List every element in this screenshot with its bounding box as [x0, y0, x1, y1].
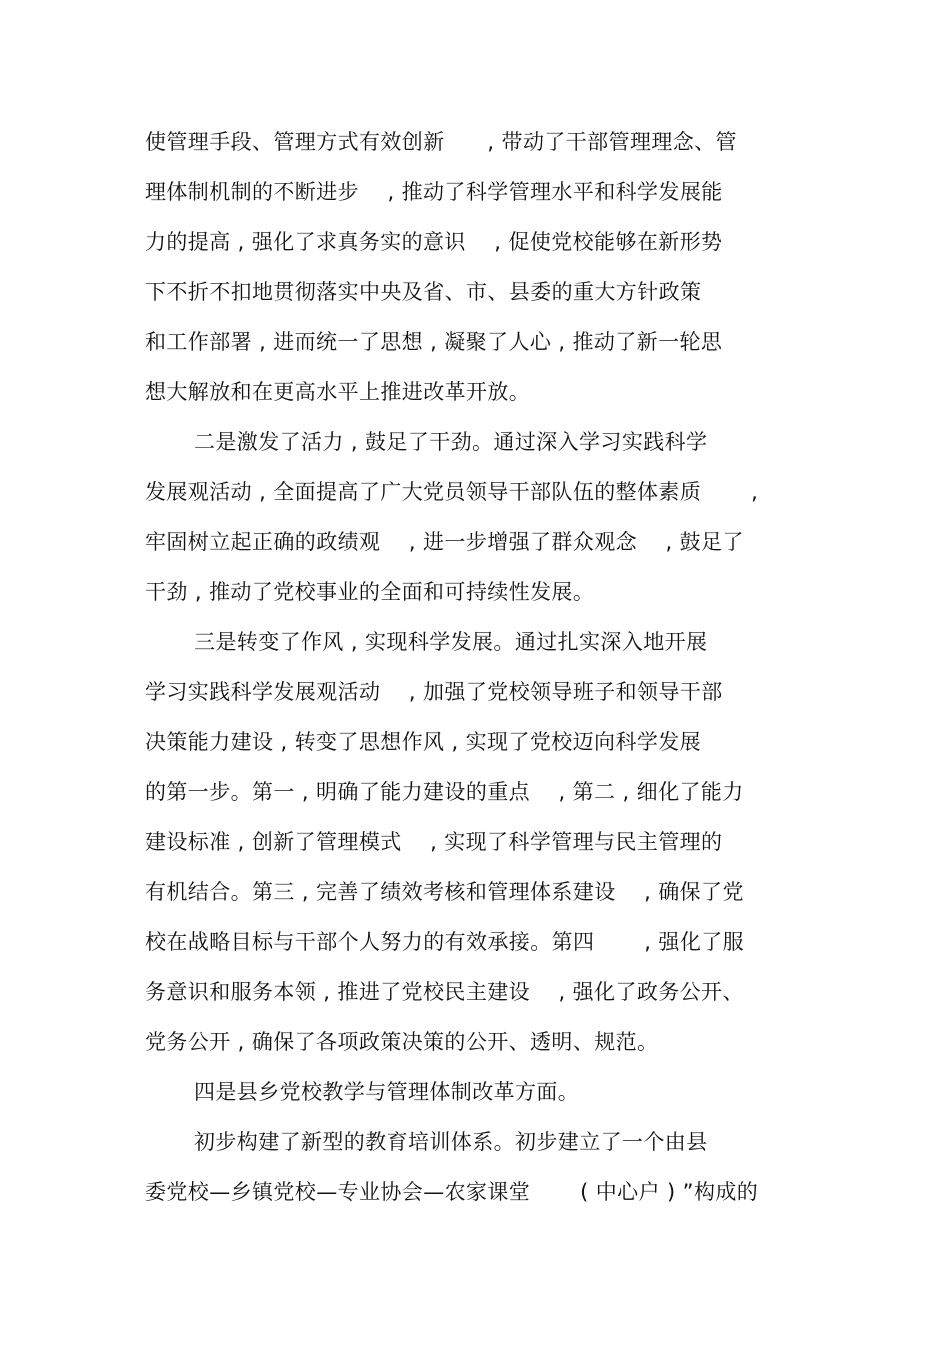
paragraph-first-line: 初步构建了新型的教育培训体系。初步建立了一个由县	[194, 1130, 708, 1154]
text-line: 力的提高 , 强化了求真务实的意识 , 促使党校能够在新形势	[145, 230, 723, 254]
text-line: 干劲 , 推动了党校事业的全面和可持续性发展。	[145, 580, 595, 604]
text-line: 决策能力建设 , 转变了思想作风 , 实现了党校迈向科学发展	[145, 730, 702, 754]
text-line: 建设标准 , 创新了管理模式 , 实现了科学管理与民主管理的	[145, 830, 723, 854]
text-line: 校在战略目标与干部个人努力的有效承接。第四 , 强化了服	[145, 930, 745, 954]
text-line: 理体制机制的不断进步 , 推动了科学管理水平和科学发展能	[145, 180, 723, 204]
paragraph-first-line: 三是转变了作风 , 实现科学发展。通过扎实深入地开展	[194, 630, 708, 654]
text-line: 的第一步。第一 , 明确了能力建设的重点 , 第二 , 细化了能力	[145, 780, 744, 804]
text-line: 下不折不扣地贯彻落实中央及省、市、县委的重大方针政策	[145, 280, 702, 304]
text-line: 和工作部署 , 进而统一了思想 , 凝聚了人心 , 推动了新一轮思	[145, 330, 723, 354]
text-line: 想大解放和在更高水平上推进改革开放。	[145, 380, 531, 404]
text-line: 委党校—乡镇党校—专业协会—农家课堂 ( 中心户 ) ”构成的	[145, 1180, 759, 1204]
text-line: 学习实践科学发展观活动 , 加强了党校领导班子和领导干部	[145, 680, 723, 704]
text-line: 使管理手段、管理方式有效创新 , 带动了干部管理理念、管	[145, 130, 737, 154]
text-line: 发展观活动 , 全面提高了广大党员领导干部队伍的整体素质 ,	[145, 480, 759, 504]
paragraph-first-line: 二是激发了活力 , 鼓足了干劲。通过深入学习实践科学	[194, 430, 708, 454]
text-line: 有机结合。第三 , 完善了绩效考核和管理体系建设 , 确保了党	[145, 880, 744, 904]
text-line: 牢固树立起正确的政绩观 , 进一步增强了群众观念 , 鼓足了	[145, 530, 744, 554]
text-line: 党务公开 , 确保了各项政策决策的公开、透明、规范。	[145, 1030, 659, 1054]
paragraph-heading: 四是县乡党校教学与管理体制改革方面。	[194, 1080, 580, 1104]
text-line: 务意识和服务本领 , 推进了党校民主建设 , 强化了政务公开、	[145, 980, 744, 1004]
